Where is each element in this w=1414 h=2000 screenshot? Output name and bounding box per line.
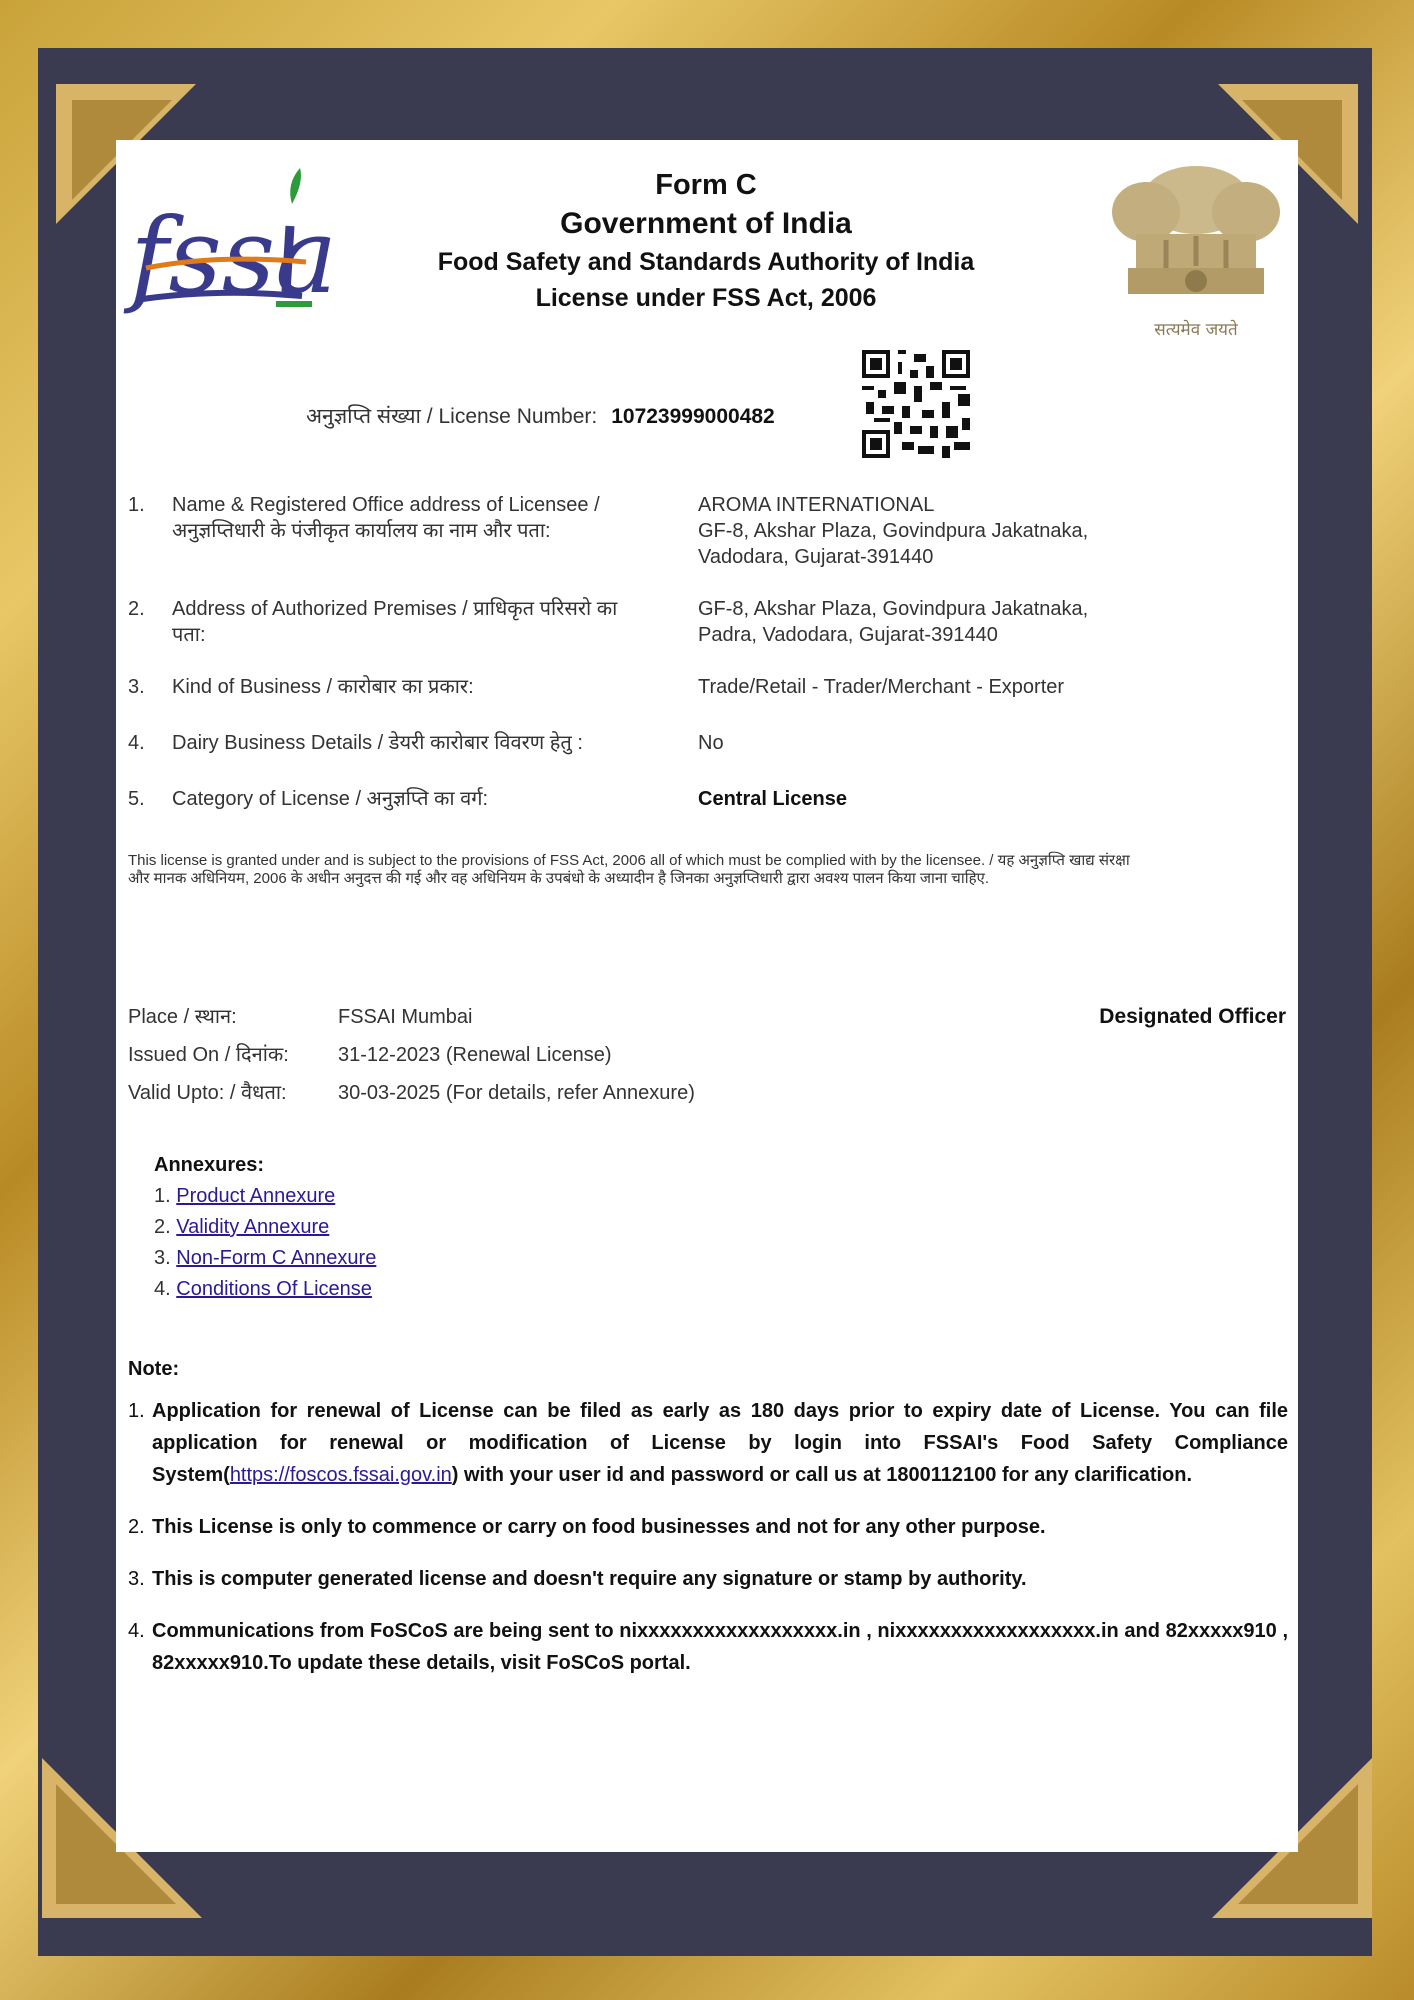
qr-code[interactable]: [862, 350, 970, 458]
note-text: This is computer generated license and doesn't require any signature or stamp by authority.: [152, 1568, 1027, 1590]
designated-officer: Designated Officer: [1099, 1005, 1286, 1028]
notes-section: [128, 1358, 1288, 1699]
detail-label: Category of License / अनुज्ञप्ति का वर्ग:: [172, 788, 489, 810]
note-text: Communications from FoSCoS are being sent to nixxxxxxxxxxxxxxxxxx.in , nixxxxxxxxxxxxxxxxxx.in and 82xxxxx910 , 82xxxxx910.To update these details, visit FoSCoS portal.: [152, 1620, 1288, 1674]
issued-value: 31-12-2023 (Renewal License): [338, 1044, 612, 1066]
conditions-of-license-link[interactable]: Conditions Of License: [176, 1278, 372, 1300]
license-document: [116, 140, 1298, 1852]
national-emblem: [1106, 156, 1286, 356]
grant-statement: This license is granted under and is subject to the provisions of FSS Act, 2006 all of which must be complied with by the licensee. / यह अनुज्ञप्ति खाद्य संरक्षा और मानक अधिनियम, 2006 के अधीन अनुदत्त की गई और वह अधिनियम के उपबंधो के अध्यादीन है जिनका अनुज्ञप्तिधारी द्वारा अवश्य पालन किया जाना चाहिए.: [128, 852, 1130, 887]
note-item: [128, 1563, 1288, 1595]
detail-item: [128, 492, 1278, 596]
header: [376, 166, 1036, 316]
detail-label: Address of Authorized Premises / प्राधिकृत परिसरो का पता:: [172, 598, 618, 646]
note-item: [128, 1511, 1288, 1543]
annexure-number: 4.: [154, 1278, 171, 1300]
issued-row: [128, 1036, 695, 1074]
foscos-link[interactable]: https://foscos.fssai.gov.in: [229, 1464, 452, 1486]
notes-title: Note:: [128, 1358, 180, 1380]
business-kind-value: Trade/Retail - Trader/Merchant - Exporter: [698, 676, 1065, 698]
annexure-item: [154, 1274, 376, 1305]
detail-number: 3.: [128, 676, 145, 698]
detail-label: Dairy Business Details / डेयरी कारोबार विवरण हेतु :: [172, 732, 583, 754]
annexures: [154, 1150, 376, 1305]
annexure-number: 2.: [154, 1216, 171, 1238]
annexure-number: 1.: [154, 1185, 171, 1207]
detail-number: 1.: [128, 494, 145, 516]
annexure-item: [154, 1181, 376, 1212]
emblem-icon: [1106, 156, 1286, 316]
premises-address-line2: Padra, Vadodara, Gujarat-391440: [698, 624, 998, 646]
valid-value: 30-03-2025 (For details, refer Annexure): [338, 1082, 695, 1104]
licensee-address-line2: Vadodara, Gujarat-391440: [698, 546, 934, 568]
license-number-label: अनुज्ञप्ति संख्या / License Number:: [306, 405, 598, 428]
annexure-item: [154, 1212, 376, 1243]
note-number: 2.: [128, 1516, 145, 1538]
detail-value: [698, 596, 1258, 648]
note-number: 3.: [128, 1568, 145, 1590]
premises-address-line1: GF-8, Akshar Plaza, Govindpura Jakatnaka,: [698, 598, 1089, 620]
annexures-title: Annexures:: [154, 1154, 265, 1176]
detail-label: Name & Registered Office address of Licensee / अनुज्ञप्तिधारी के पंजीकृत कार्यालय का नाम और पता:: [172, 494, 600, 542]
note-number: 1.: [128, 1400, 145, 1422]
place-row: [128, 998, 695, 1036]
valid-label: Valid Upto: / वैधता:: [128, 1082, 287, 1104]
note-number: 4.: [128, 1620, 145, 1642]
detail-number: 5.: [128, 788, 145, 810]
detail-item: [128, 786, 1278, 836]
validity-annexure-link[interactable]: Validity Annexure: [176, 1216, 330, 1238]
place-value: FSSAI Mumbai: [338, 1006, 473, 1028]
licensee-name: AROMA INTERNATIONAL: [698, 494, 935, 516]
license-category-value: Central License: [698, 788, 847, 810]
place-label: Place / स्थान:: [128, 1006, 237, 1028]
license-details-list: [128, 492, 1278, 836]
act-title: License under FSS Act, 2006: [535, 284, 877, 312]
issue-details: [128, 998, 695, 1112]
detail-item: [128, 674, 1278, 730]
note-item: [128, 1615, 1288, 1679]
non-form-c-annexure-link[interactable]: Non-Form C Annexure: [176, 1247, 377, 1269]
valid-row: [128, 1074, 695, 1112]
form-title: Form C: [655, 169, 757, 201]
issued-label: Issued On / दिनांक:: [128, 1044, 289, 1066]
product-annexure-link[interactable]: Product Annexure: [176, 1185, 336, 1207]
detail-item: [128, 596, 1278, 674]
license-number-value: 10723999000482: [611, 405, 775, 428]
detail-number: 4.: [128, 732, 145, 754]
emblem-caption: सत्यमेव जयते: [1154, 320, 1238, 340]
license-number-row: [306, 402, 775, 430]
detail-value: [698, 492, 1258, 570]
government-title: Government of India: [560, 207, 852, 240]
note-text: Application for renewal of License can be filed as early as 180 days prior to expiry date of License. You can file application for renewal or modification of License by login into FSSAI's Food Safety Compliance System(: [152, 1400, 1288, 1486]
note-item: [128, 1395, 1288, 1491]
detail-item: [128, 730, 1278, 786]
licensee-address-line1: GF-8, Akshar Plaza, Govindpura Jakatnaka,: [698, 520, 1089, 542]
svg-text:fssa: fssa: [130, 195, 338, 317]
note-text: This License is only to commence or carry on food businesses and not for any other purpose.: [152, 1516, 1046, 1538]
authority-title: Food Safety and Standards Authority of India: [437, 248, 975, 276]
dairy-details-value: No: [698, 732, 724, 754]
note-text: ) with your user id and password or call us at 1800112100 for any clarification.: [451, 1464, 1193, 1486]
fssai-logo: [126, 164, 338, 317]
detail-number: 2.: [128, 598, 145, 620]
detail-label: Kind of Business / कारोबार का प्रकार:: [172, 676, 474, 698]
annexure-item: [154, 1243, 376, 1274]
annexure-number: 3.: [154, 1247, 171, 1269]
